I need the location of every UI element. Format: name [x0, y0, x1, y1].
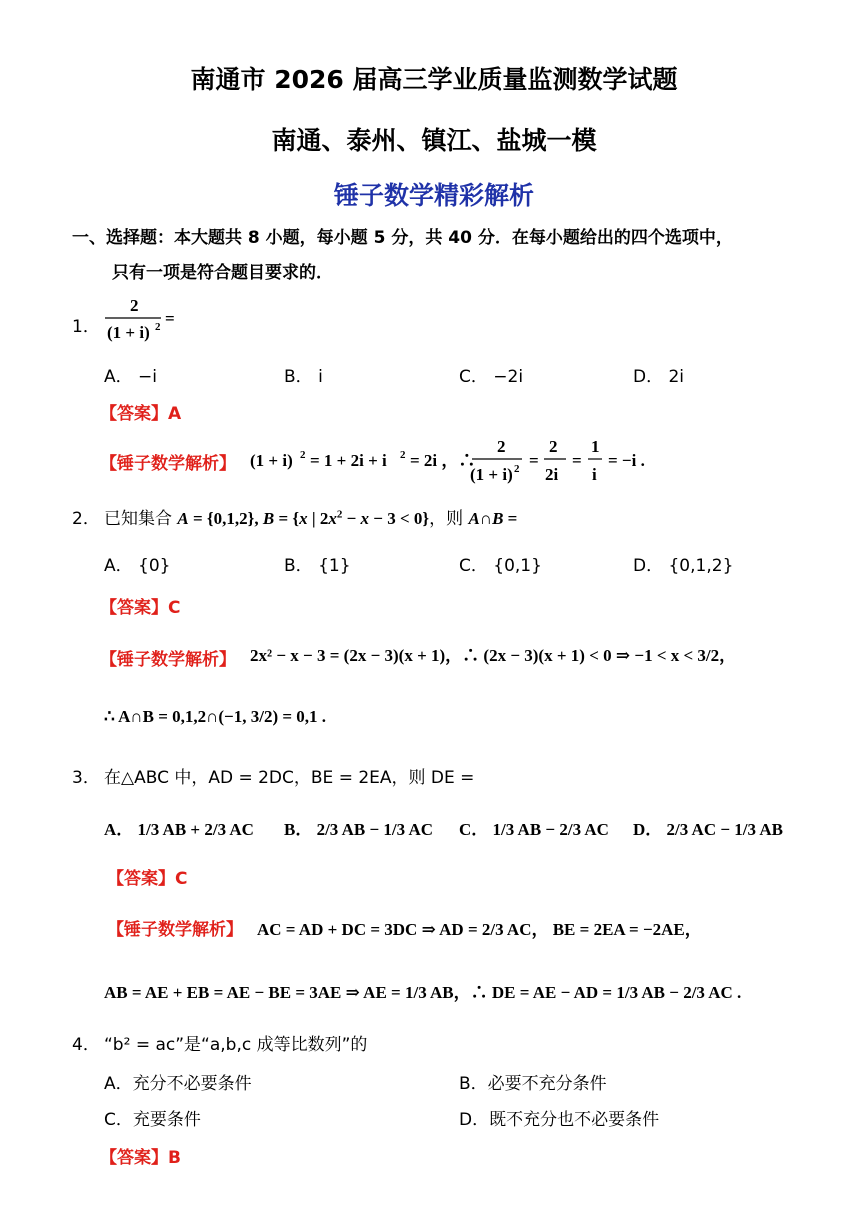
option-c: C． −2i: [459, 367, 524, 387]
question-stem: “b² = ac”是“a,b,c 成等比数列”的: [104, 1035, 368, 1055]
answer: 【答案】C: [107, 869, 188, 889]
option-c: C． {0,1}: [459, 556, 542, 576]
option-c: C． 1/3 AB − 2/3 AC: [459, 820, 609, 839]
svg-text:(1 + i): (1 + i): [470, 465, 513, 484]
question-number: 1．: [72, 317, 100, 337]
question-number: 4．: [72, 1035, 100, 1055]
svg-text:= 2i ，∴: = 2i ，∴: [410, 451, 476, 470]
svg-text:=: =: [165, 309, 175, 328]
svg-text:i: i: [592, 465, 597, 484]
brand-heading: 锤子数学精彩解析: [333, 181, 534, 210]
question-stem-math: [103, 296, 193, 349]
option-d: D． {0,1,2}: [633, 556, 734, 576]
page-subtitle: 南通、泰州、镇江、盐城一模: [271, 126, 597, 155]
svg-text:(1 + i): (1 + i): [250, 451, 293, 470]
svg-text:2: 2: [400, 449, 406, 461]
svg-text:(1 + i): (1 + i): [107, 323, 150, 342]
svg-text:=: =: [529, 451, 539, 470]
solution-tag: 【锤子数学解析】: [100, 454, 236, 474]
option-b: B． {1}: [284, 556, 351, 576]
option-a: A． 1/3 AB + 2/3 AC: [104, 820, 254, 839]
svg-text:=: =: [572, 451, 582, 470]
option-a: A． −i: [104, 367, 158, 387]
answer: 【答案】B: [100, 1148, 181, 1168]
question-number: 3．: [72, 768, 100, 788]
svg-text:2: 2: [130, 296, 139, 315]
section-heading: 一、选择题：本大题共 8 小题，每小题 5 分，共 40 分．在每小题给出的四个选项中，: [72, 228, 733, 248]
option-b: B． 2/3 AB − 1/3 AC: [284, 820, 434, 839]
svg-text:2: 2: [549, 437, 558, 456]
solution-line: AC = AD + DC = 3DC ⇒ AD = 2/3 AC， BE = 2EA = −2AE，: [257, 920, 702, 939]
solution-math: [250, 432, 670, 490]
option-a: A．充分不必要条件: [104, 1074, 252, 1094]
question-stem: 已知集合 A = {0,1,2}, B = {x | $2x^2 - x - 3 < 0$}，则 A∩B =: [104, 508, 518, 529]
solution-tag: 【锤子数学解析】: [100, 650, 236, 670]
question-stem: 在△ABC 中，AD = 2DC，BE = 2EA，则 DE =: [104, 768, 475, 788]
answer: 【答案】C: [100, 598, 181, 618]
question-number: 2．: [72, 509, 100, 529]
option-c: C．充要条件: [104, 1110, 201, 1130]
svg-text:= −i .: = −i .: [608, 451, 645, 470]
svg-text:2: 2: [300, 449, 306, 461]
svg-text:2: 2: [155, 321, 161, 333]
solution-line: AB = AE + EB = AE − BE = 3AE ⇒ AE = 1/3 AB，∴ DE = AE − AD = 1/3 AB − 2/3 AC .: [104, 983, 742, 1002]
option-b: B．必要不充分条件: [459, 1074, 607, 1094]
option-d: D．既不充分也不必要条件: [459, 1110, 660, 1130]
svg-text:2i: 2i: [545, 465, 559, 484]
solution-line: ∴ A∩B = 0,1,2∩(−1, 3/2) = 0,1 .: [104, 707, 327, 726]
option-a: A． {0}: [104, 556, 171, 576]
section-heading-cont: 只有一项是符合题目要求的．: [112, 263, 333, 283]
solution-tag: 【锤子数学解析】: [107, 920, 243, 940]
svg-text:2: 2: [497, 437, 506, 456]
option-b: B． i: [284, 367, 323, 387]
svg-text:2: 2: [514, 463, 520, 475]
answer: 【答案】A: [100, 404, 182, 424]
option-d: D． 2i: [633, 367, 685, 387]
option-d: D． 2/3 AC − 1/3 AB: [633, 820, 783, 839]
solution-line: 2x² − x − 3 = (2x − 3)(x + 1)，∴ (2x − 3)(x + 1) < 0 ⇒ −1 < x < 3/2，: [250, 646, 737, 665]
svg-text:1: 1: [591, 437, 600, 456]
page-title: 南通市 2026 届高三学业质量监测数学试题: [190, 65, 678, 94]
svg-text:= 1 + 2i + i: = 1 + 2i + i: [310, 451, 387, 470]
